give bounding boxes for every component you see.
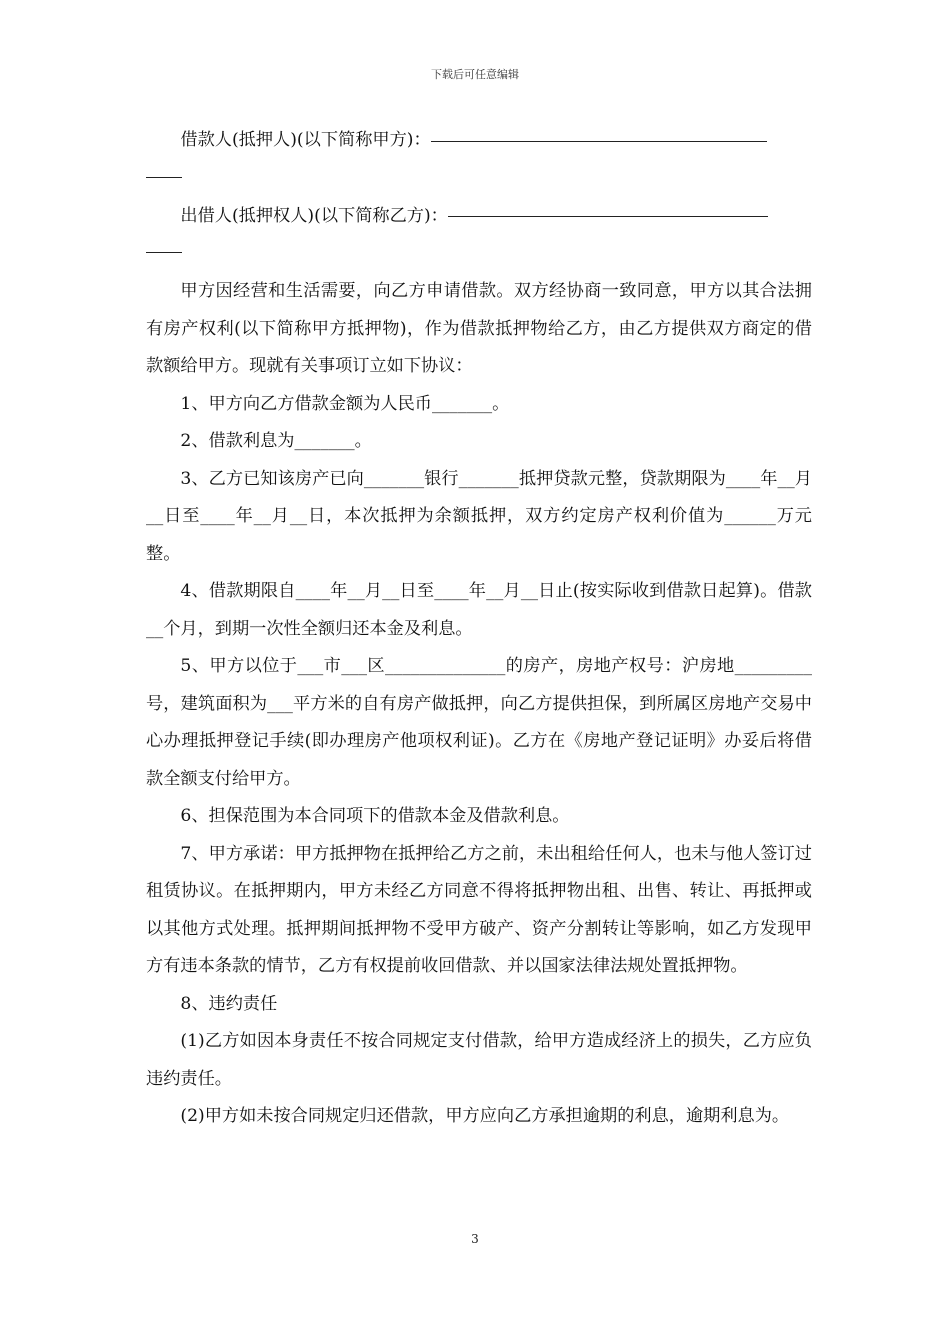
lender-blank — [448, 215, 768, 217]
clause-2: 2、借款利息为_______。 — [180, 431, 372, 451]
clause-8-2: (2)甲方如未按合同规定归还借款，甲方应向乙方承担逾期的利息，逾期利息为。 — [180, 1106, 790, 1126]
clause-4: 4、借款期限自____年__月__日至____年__月__日止(按实际收到借款日起算)。借款__个月，到期一次性全额归还本金及利息。 — [146, 581, 812, 639]
clause-5: 5、甲方以位于___市___区______________的房产，房地产权号：沪房地_________号，建筑面积为___平方米的自有房产做抵押，向乙方提供担保，到所属区房地产交易中心办理抵押登记手续(即办理房产他项权利证)。乙方在《房地产登记证明》办妥后将借款全额支付给甲方。 — [146, 656, 812, 789]
borrower-label: 借款人(抵押人)(以下简称甲方)： — [180, 130, 431, 150]
header-note: 下载后可任意编辑 — [431, 68, 519, 81]
clause-7: 7、甲方承诺：甲方抵押物在抵押给乙方之前，未出租给任何人，也未与他人签订过租赁协议。在抵押期内，甲方未经乙方同意不得将抵押物出租、出售、转让、再抵押或以其他方式处理。抵押期间抵押物不受甲方破产、资产分割转让等影响，如乙方发现甲方有违本条款的情节，乙方有权提前收回借款、并以国家法律法规处置抵押物。 — [146, 843, 812, 976]
intro-paragraph: 甲方因经营和生活需要，向乙方申请借款。双方经协商一致同意，甲方以其合法拥有房产权利(以下简称甲方抵押物)，作为借款抵押物给乙方，由乙方提供双方商定的借款额给甲方。现就有关事项订立如下协议： — [146, 281, 812, 376]
clause-1: 1、甲方向乙方借款金额为人民币_______。 — [180, 393, 510, 414]
clause-6: 6、担保范围为本合同项下的借款本金及借款利息。 — [180, 806, 570, 826]
page-number: 3 — [471, 1232, 479, 1246]
clause-8-heading: 8、违约责任 — [180, 993, 278, 1014]
clause-3: 3、乙方已知该房产已向_______银行_______抵押贷款元整，贷款期限为____年__月__日至____年__月__日，本次抵押为余额抵押，双方约定房产权利价值为______万元整。 — [146, 468, 812, 564]
borrower-line — [146, 122, 812, 160]
contract-body — [146, 122, 812, 1136]
lender-line — [146, 198, 812, 236]
borrower-blank-continued — [146, 176, 182, 178]
borrower-blank — [431, 140, 767, 142]
clause-8-1: (1)乙方如因本身责任不按合同规定支付借款，给甲方造成经济上的损失，乙方应负违约责任。 — [146, 1031, 812, 1089]
lender-blank-continued — [146, 251, 182, 253]
lender-label: 出借人(抵押权人)(以下简称乙方)： — [180, 205, 448, 226]
